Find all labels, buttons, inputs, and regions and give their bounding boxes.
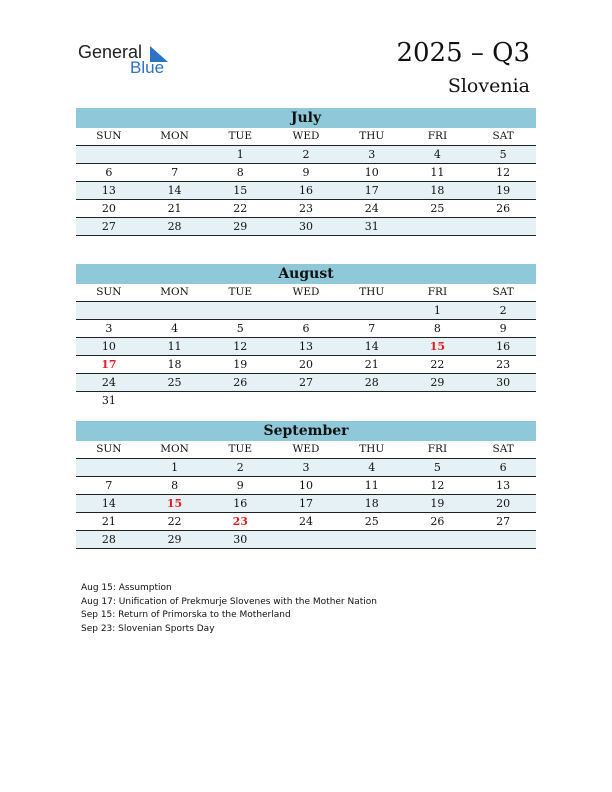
date-cell: 16 [298, 184, 313, 197]
date-cell: 14 [364, 340, 379, 353]
date-cell: 19 [430, 497, 445, 510]
week-row [76, 356, 536, 374]
weekday-label: WED [292, 443, 320, 455]
weekday-label: SAT [492, 286, 514, 298]
weekday-label: FRI [427, 130, 448, 142]
date-cell [76, 146, 142, 163]
weekday-label: TUE [228, 286, 253, 298]
date-cell: 8 [236, 166, 244, 179]
date-cell [142, 146, 208, 163]
date-cell: 18 [364, 497, 379, 510]
date-cell [273, 531, 339, 548]
date-cell [273, 302, 339, 319]
date-cell: 16 [233, 497, 248, 510]
date-cell: 13 [101, 184, 116, 197]
weekday-label: FRI [427, 443, 448, 455]
date-cell: 7 [171, 166, 179, 179]
date-cell: 12 [430, 479, 445, 492]
weekday-label: FRI [427, 286, 448, 298]
date-cell [76, 459, 142, 476]
date-cell [339, 302, 405, 319]
date-cell: 28 [167, 220, 182, 233]
date-cell: 26 [233, 376, 248, 389]
date-cell: 21 [364, 358, 379, 371]
month-name: August [76, 264, 536, 284]
date-cell: 26 [430, 515, 445, 528]
holiday-note: Aug 17: Unification of Prekmurje Slovenes with the Mother Nation [81, 596, 377, 607]
date-cell: 5 [499, 148, 507, 161]
weekday-label: SAT [492, 443, 514, 455]
date-cell: 24 [101, 376, 116, 389]
week-row [76, 164, 536, 182]
country-name: Slovenia [447, 75, 530, 97]
date-cell: 29 [167, 533, 182, 546]
date-cell: 26 [496, 202, 511, 215]
date-cell: 6 [302, 322, 310, 335]
date-cell: 28 [364, 376, 379, 389]
date-cell: 7 [105, 479, 113, 492]
logo-text-general: General [78, 42, 143, 62]
date-cell: 12 [233, 340, 248, 353]
month-calendar-august [76, 264, 536, 409]
date-cell: 21 [167, 202, 182, 215]
date-cell: 19 [496, 184, 511, 197]
date-cell: 4 [433, 148, 441, 161]
date-cell: 25 [167, 376, 182, 389]
weekday-label: SUN [96, 130, 122, 142]
date-cell: 8 [171, 479, 179, 492]
date-cell: 14 [101, 497, 116, 510]
date-cell: 20 [101, 202, 116, 215]
date-cell [273, 392, 339, 409]
week-row [76, 146, 536, 164]
date-cell: 30 [233, 533, 248, 546]
date-cell: 30 [298, 220, 313, 233]
holiday-date: 17 [101, 358, 117, 371]
weekday-label: MON [160, 443, 189, 455]
date-cell [76, 302, 142, 319]
holiday-notes [81, 582, 377, 636]
date-cell: 11 [430, 166, 445, 179]
month-calendar-september [76, 421, 536, 549]
date-cell: 2 [236, 461, 244, 474]
date-cell: 21 [101, 515, 116, 528]
date-cell: 13 [496, 479, 511, 492]
date-cell: 25 [430, 202, 445, 215]
date-cell: 20 [496, 497, 511, 510]
date-cell: 8 [433, 322, 441, 335]
date-cell: 15 [233, 184, 248, 197]
date-cell: 16 [496, 340, 511, 353]
week-row [76, 495, 536, 513]
date-cell: 9 [499, 322, 507, 335]
date-cell: 3 [105, 322, 113, 335]
weekday-header-row [76, 284, 536, 302]
weekday-header-row [76, 441, 536, 459]
week-row [76, 338, 536, 356]
date-cell [339, 531, 405, 548]
date-cell: 1 [171, 461, 179, 474]
date-cell [405, 531, 471, 548]
date-cell: 4 [368, 461, 376, 474]
date-cell: 5 [433, 461, 441, 474]
date-cell [339, 392, 405, 409]
week-row [76, 320, 536, 338]
weekday-label: SAT [492, 130, 514, 142]
date-cell [405, 392, 471, 409]
date-cell: 10 [101, 340, 116, 353]
week-row [76, 218, 536, 236]
generalblue-logo [78, 42, 188, 82]
week-row [76, 513, 536, 531]
date-cell: 12 [496, 166, 511, 179]
date-cell: 22 [233, 202, 248, 215]
date-cell: 1 [433, 304, 441, 317]
date-cell: 2 [499, 304, 507, 317]
month-name: July [76, 108, 536, 128]
weekday-label: THU [359, 130, 385, 142]
weekday-label: SUN [96, 286, 122, 298]
date-cell: 13 [298, 340, 313, 353]
date-cell: 6 [499, 461, 507, 474]
date-cell [470, 218, 536, 235]
weekday-label: WED [292, 130, 320, 142]
date-cell: 2 [302, 148, 310, 161]
date-cell [142, 392, 208, 409]
holiday-note: Sep 23: Slovenian Sports Day [81, 623, 215, 634]
date-cell: 25 [364, 515, 379, 528]
date-cell: 24 [364, 202, 379, 215]
weekday-label: TUE [228, 443, 253, 455]
weekday-label: MON [160, 130, 189, 142]
date-cell: 29 [430, 376, 445, 389]
date-cell: 11 [364, 479, 379, 492]
date-cell: 3 [302, 461, 310, 474]
date-cell: 1 [236, 148, 244, 161]
date-cell: 19 [233, 358, 248, 371]
weekday-header-row [76, 128, 536, 146]
date-cell: 17 [298, 497, 313, 510]
week-row [76, 302, 536, 320]
date-cell: 18 [430, 184, 445, 197]
weekday-label: TUE [228, 130, 253, 142]
date-cell: 27 [101, 220, 116, 233]
date-cell: 20 [298, 358, 313, 371]
holiday-date: 15 [429, 340, 446, 353]
holiday-date: 23 [232, 515, 248, 528]
date-cell: 10 [364, 166, 379, 179]
holiday-note: Sep 15: Return of Primorska to the Motherland [81, 610, 291, 621]
date-cell: 10 [298, 479, 313, 492]
date-cell [207, 302, 273, 319]
date-cell: 17 [364, 184, 379, 197]
week-row [76, 531, 536, 549]
weekday-label: THU [359, 443, 385, 455]
date-cell: 22 [430, 358, 445, 371]
month-calendar-july [76, 108, 536, 236]
date-cell: 11 [167, 340, 182, 353]
date-cell: 7 [368, 322, 376, 335]
date-cell: 23 [496, 358, 511, 371]
date-cell: 30 [496, 376, 511, 389]
date-cell: 9 [236, 479, 244, 492]
page-title: 2025 – Q3 [396, 38, 530, 68]
holiday-note: Aug 15: Assumption [81, 583, 172, 593]
date-cell: 22 [167, 515, 182, 528]
date-cell [207, 392, 273, 409]
date-cell: 5 [236, 322, 244, 335]
date-cell [142, 302, 208, 319]
date-cell: 4 [171, 322, 179, 335]
weekday-label: WED [292, 286, 320, 298]
date-cell: 3 [368, 148, 376, 161]
weekday-label: SUN [96, 443, 122, 455]
date-cell: 29 [233, 220, 248, 233]
month-name: September [76, 421, 536, 441]
date-cell [405, 218, 471, 235]
date-cell: 23 [298, 202, 313, 215]
week-row [76, 200, 536, 218]
date-cell: 9 [302, 166, 310, 179]
week-row [76, 392, 536, 409]
date-cell [470, 392, 536, 409]
weekday-label: THU [359, 286, 385, 298]
week-row [76, 182, 536, 200]
week-row [76, 477, 536, 495]
date-cell: 18 [167, 358, 182, 371]
date-cell: 24 [298, 515, 313, 528]
date-cell: 28 [101, 533, 116, 546]
date-cell: 27 [298, 376, 313, 389]
date-cell: 6 [105, 166, 113, 179]
logo-text-blue: Blue [130, 58, 165, 77]
weekday-label: MON [160, 286, 189, 298]
week-row [76, 459, 536, 477]
date-cell [470, 531, 536, 548]
date-cell: 14 [167, 184, 182, 197]
holiday-date: 15 [166, 497, 183, 510]
date-cell: 31 [364, 220, 379, 233]
date-cell: 27 [496, 515, 511, 528]
week-row [76, 374, 536, 392]
date-cell: 31 [101, 394, 116, 407]
